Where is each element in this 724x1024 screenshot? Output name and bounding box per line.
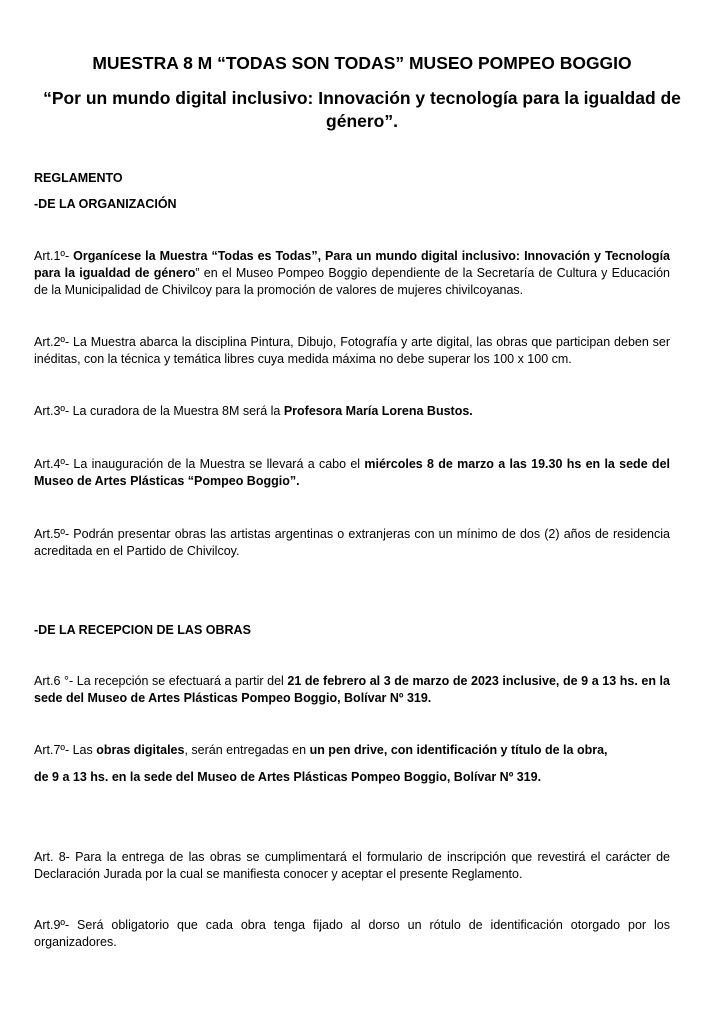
- article-2: Art.2º- La Muestra abarca la disciplina Pintura, Dibujo, Fotografía y arte digital, las obras que participan deben ser inéditas, con la técnica y temática libres cuya medida máxima no debe superar los 100 x 100 cm.: [34, 335, 670, 366]
- article-1-bold: Organícese la Muestra “Todas es Todas”, Para un mundo digital inclusivo: Innovación y Tecnología para la igualdad de género: [34, 249, 670, 280]
- document-title: MUESTRA 8 M “TODAS SON TODAS” MUSEO POMPEO BOGGIO: [92, 53, 632, 73]
- heading-recepcion: -DE LA RECEPCION DE LAS OBRAS: [34, 623, 251, 637]
- article-4: [34, 456, 670, 490]
- article-1-rest: ” en el Museo Pompeo Boggio dependiente de la Secretaría de Cultura y Educación de la Municipalidad de Chivilcoy para la promoción de valores de mujeres chivilcoyanas.: [34, 266, 670, 297]
- article-7-bold-1: obras digitales: [96, 743, 185, 757]
- article-3: [34, 403, 670, 420]
- article-6-prefix: Art.6 °- La recepción se efectuará a partir del: [34, 674, 288, 688]
- article-3-prefix: Art.3º- La curadora de la Muestra 8M será la: [34, 404, 284, 418]
- article-3-bold: Profesora María Lorena Bustos.: [283, 404, 473, 418]
- article-6: [34, 673, 670, 707]
- article-5: Art.5º- Podrán presentar obras las artistas argentinas o extranjeras con un mínimo de dos (2) años de residencia acreditada en el Partido de Chivilcoy.: [34, 527, 670, 558]
- article-6-bold: 21 de febrero al 3 de marzo de 2023 inclusive, de 9 a 13 hs. en la sede del Museo de Artes Plásticas Pompeo Boggio, Bolívar Nº 319.: [34, 674, 670, 705]
- article-7-prefix: Art.7º- Las: [34, 743, 97, 757]
- article-7-line-2-bold: de 9 a 13 hs. en la sede del Museo de Artes Plásticas Pompeo Boggio, Bolívar Nº 319.: [34, 770, 542, 784]
- article-7-bold-2: un pen drive, con identificación y título de la obra,: [309, 743, 608, 757]
- article-8: Art. 8- Para la entrega de las obras se cumplimentará el formulario de inscripción que revestirá el carácter de Declaración Jurada por la cual se manifiesta conocer y aceptar el presente Reglamento.: [34, 850, 670, 881]
- heading-reglamento: REGLAMENTO: [34, 171, 123, 185]
- article-9: Art.9º- Será obligatorio que cada obra tenga fijado al dorso un rótulo de identificación otorgado por los organizadores.: [34, 918, 670, 949]
- heading-organizacion: -DE LA ORGANIZACIÓN: [34, 197, 177, 211]
- article-7-mid: , serán entregadas en: [184, 743, 310, 757]
- article-4-prefix: Art.4º- La inauguración de la Muestra se llevará a cabo el: [34, 457, 365, 471]
- article-1-prefix: Art.1º-: [34, 249, 74, 263]
- article-7-line-2: [34, 769, 670, 786]
- article-1: [34, 248, 670, 299]
- article-4-bold: miércoles 8 de marzo a las 19.30 hs en la sede del Museo de Artes Plásticas “Pompeo Boggio”.: [34, 457, 670, 488]
- document-subtitle: “Por un mundo digital inclusivo: Innovación y tecnología para la igualdad de género”.: [43, 88, 681, 131]
- article-7: [34, 742, 670, 759]
